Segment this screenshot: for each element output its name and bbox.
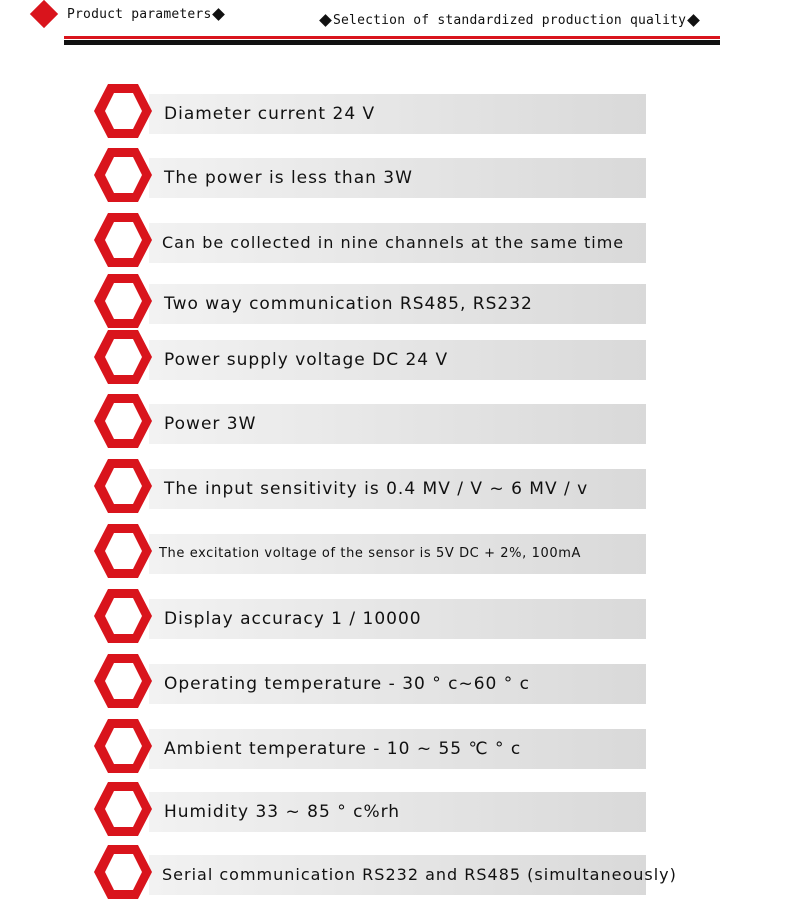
feature-row: [92, 792, 647, 832]
feature-row: [92, 340, 647, 380]
feature-row: [92, 664, 647, 704]
feature-label: Can be collected in nine channels at the same time: [162, 233, 625, 252]
hexagon-bullet-icon: [92, 144, 154, 206]
hexagon-bullet-icon: [92, 585, 154, 647]
tab-selection-quality-label: Selection of standardized production quality: [333, 13, 687, 28]
hexagon-bullet-icon: [92, 650, 154, 712]
feature-row: [92, 534, 647, 574]
feature-label: The power is less than 3W: [164, 168, 413, 188]
feature-row: [92, 223, 647, 263]
feature-row: [92, 729, 647, 769]
feature-label: Diameter current 24 V: [164, 104, 376, 124]
hexagon-bullet-icon: [92, 778, 154, 840]
hexagon-bullet-icon: [92, 80, 154, 142]
hexagon-bullet-icon: [92, 209, 154, 271]
feature-row: [92, 94, 647, 134]
feature-label: Power 3W: [164, 414, 257, 434]
hexagon-bullet-icon: [92, 326, 154, 388]
feature-row: [92, 404, 647, 444]
feature-label: Serial communication RS232 and RS485 (simultaneously): [162, 865, 677, 884]
feature-row: [92, 599, 647, 639]
feature-label: The input sensitivity is 0.4 MV / V ~ 6 MV / v: [164, 479, 589, 499]
feature-label: Display accuracy 1 / 10000: [164, 609, 422, 629]
tab-product-parameters-label: Product parameters: [67, 7, 212, 22]
hexagon-bullet-icon: [92, 520, 154, 582]
hexagon-bullet-icon: [92, 390, 154, 452]
feature-row: [92, 855, 677, 895]
hexagon-bullet-icon: [92, 841, 154, 903]
hexagon-bullet-icon: [92, 455, 154, 517]
feature-label: Two way communication RS485, RS232: [164, 294, 533, 314]
feature-label: Ambient temperature - 10 ~ 55 ℃ ° c: [164, 739, 522, 759]
feature-row: [92, 284, 647, 324]
feature-row: [92, 469, 647, 509]
feature-label: Humidity 33 ~ 85 ° c%rh: [164, 802, 401, 822]
feature-label: Power supply voltage DC 24 V: [164, 350, 449, 370]
hexagon-bullet-icon: [92, 715, 154, 777]
feature-label: The excitation voltage of the sensor is 5V DC + 2%, 100mA: [159, 546, 581, 561]
feature-row: [92, 158, 647, 198]
hexagon-bullet-icon: [92, 270, 154, 332]
feature-label: Operating temperature - 30 ° c~60 ° c: [164, 674, 531, 694]
